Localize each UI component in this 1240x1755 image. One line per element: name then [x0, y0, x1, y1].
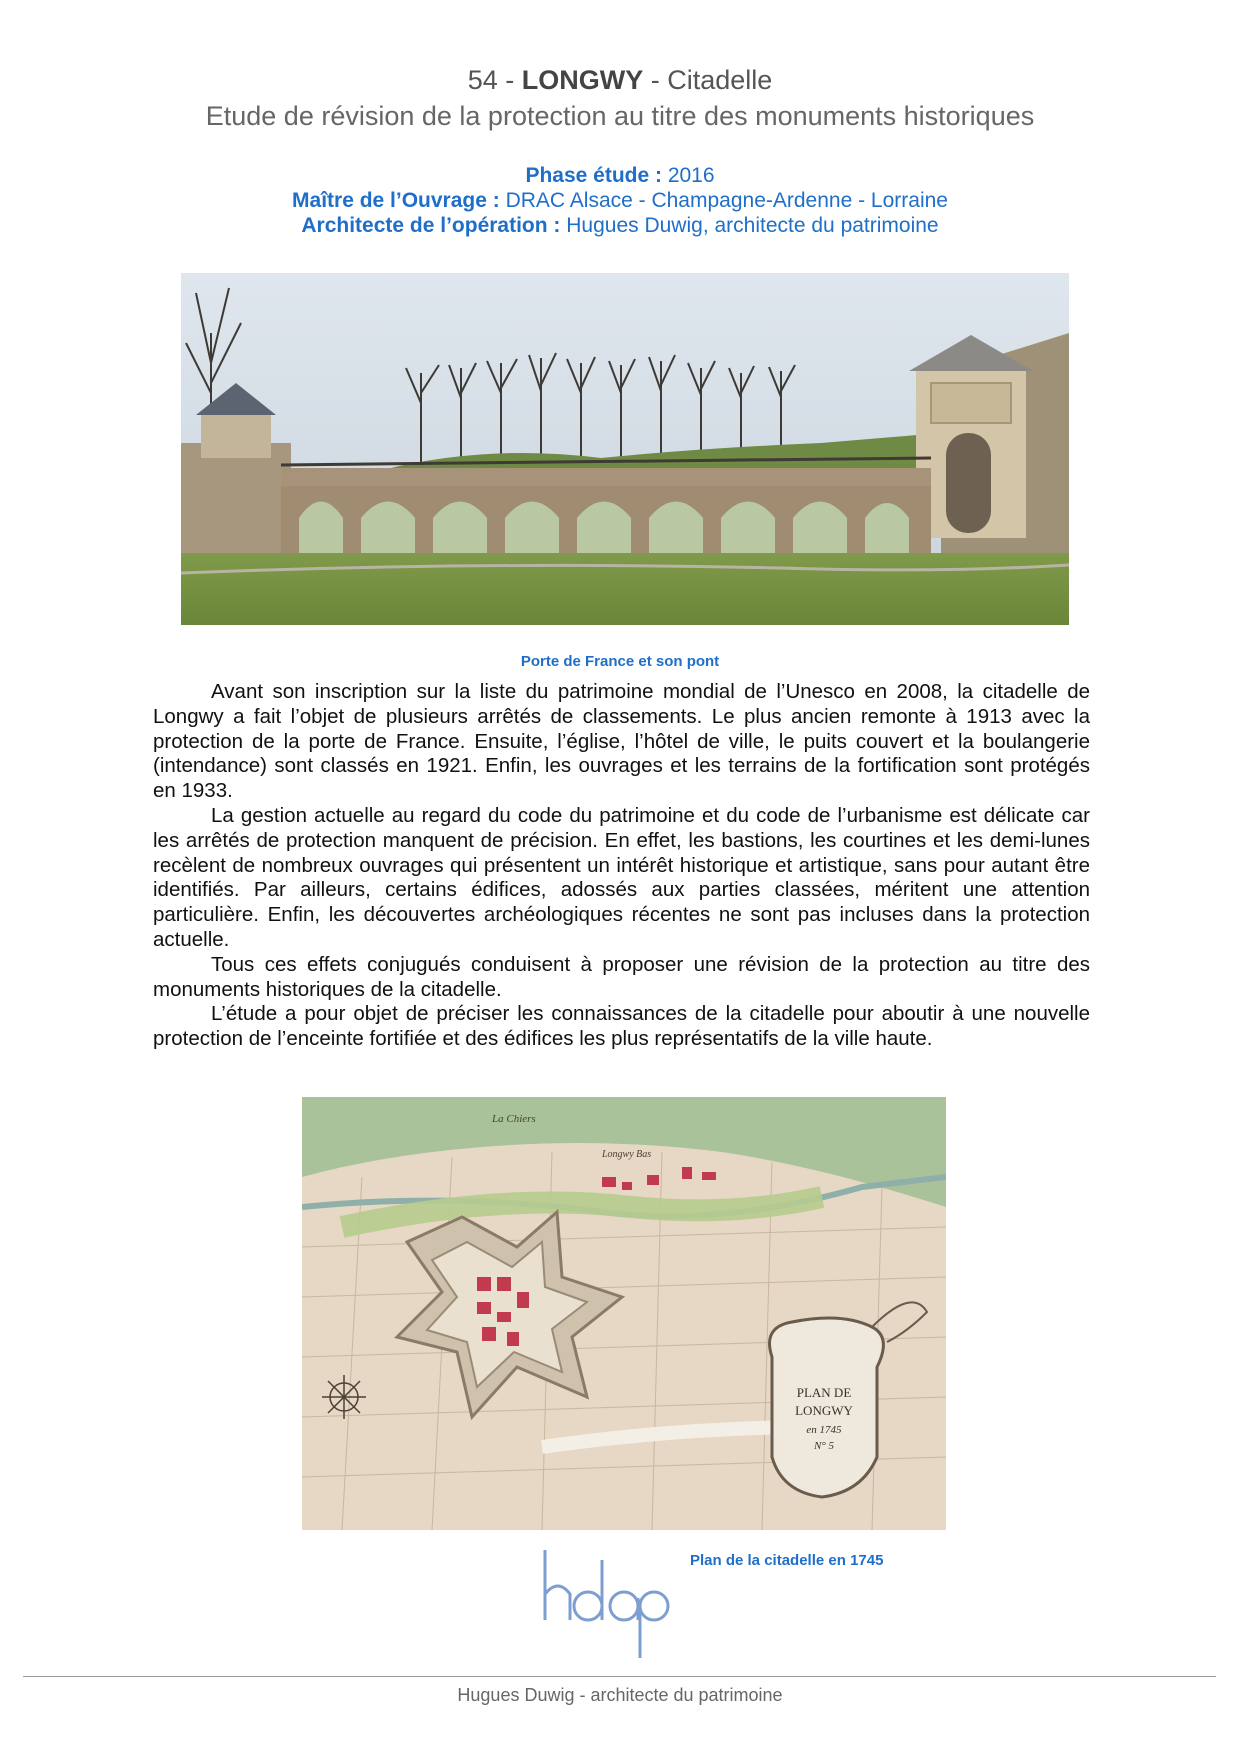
page-subtitle: Etude de révision de la protection au titre des monuments historiques: [205, 101, 1035, 131]
title-sep: -: [497, 65, 522, 95]
cartouche-text: PLAN DE: [796, 1385, 852, 1400]
phase-value: 2016: [667, 164, 715, 187]
footer-divider: [23, 1676, 1216, 1677]
owner-value: DRAC Alsace - Champagne-Ardenne - Lorraine: [505, 189, 948, 212]
paragraph: Tous ces effets conjugués conduisent à proposer une révision de la protection au titre des monuments historiques de la citadelle.: [153, 952, 1090, 1001]
cartouche-text: en 1745: [806, 1424, 842, 1436]
hdap-logo-mark: [540, 1548, 680, 1660]
body-text: [153, 680, 1090, 1052]
title-town: LONGWY: [521, 65, 644, 95]
phase-line: [0, 163, 1240, 188]
page-title: [0, 64, 1240, 96]
cartouche-text: LONGWY: [795, 1403, 853, 1418]
hdap-logo: [540, 1548, 680, 1660]
map-town-label: Longwy Bas: [602, 1149, 652, 1160]
title-number: 54: [467, 65, 498, 95]
photo-caption: Porte de France et son pont: [520, 653, 720, 670]
title-site: Citadelle: [667, 65, 773, 95]
owner-line: [0, 188, 1240, 213]
historic-map-1745: [302, 1097, 946, 1530]
architect-label: Architecte de l’opération :: [301, 214, 561, 237]
project-meta: [0, 163, 1240, 238]
photo-illustration: [181, 273, 1069, 625]
porte-de-france-photo: [181, 273, 1069, 625]
cartouche-text: N° 5: [814, 1440, 834, 1452]
footer-text: Hugues Duwig - architecte du patrimoine: [457, 1685, 783, 1705]
owner-label: Maître de l’Ouvrage :: [292, 189, 500, 212]
map-caption: Plan de la citadelle en 1745: [690, 1552, 884, 1569]
map-illustration: [302, 1097, 946, 1530]
architect-value: Hugues Duwig, architecte du patrimoine: [566, 214, 939, 237]
title-sep: -: [643, 65, 668, 95]
paragraph: La gestion actuelle au regard du code du patrimoine et du code de l’urbanisme est délicate car les arrêtés de protection manquent de précision. En effet, les bastions, les courtines et les demi-lunes recèlent de nombreux ouvrages qui présentent un intérêt historique et artistique, sans pour autant être identifiés. Par ailleurs, certains édifices, adossés aux parties classées, méritent une attention particulière. Enfin, les découvertes archéologiques récentes ne sont pas incluses dans la protection actuelle.: [153, 803, 1090, 951]
map-river-label: La Chiers: [492, 1113, 536, 1125]
paragraph: Avant son inscription sur la liste du patrimoine mondial de l’Unesco en 2008, la citadelle de Longwy a fait l’objet de plusieurs arrêtés de classements. Le plus ancien remonte à 1913 avec la protection de la porte de France. Ensuite, l’église, l’hôtel de ville, le puits couvert et la boulangerie (intendance) sont classés en 1921. Enfin, les ouvrages et les terrains de la fortification sont protégés en 1933.: [153, 680, 1090, 803]
paragraph: L’étude a pour objet de préciser les connaissances de la citadelle pour aboutir à une nouvelle protection de l’enceinte fortifiée et des édifices les plus représentatifs de la ville haute.: [153, 1002, 1090, 1051]
architect-line: [0, 213, 1240, 238]
phase-label: Phase étude :: [525, 164, 662, 187]
